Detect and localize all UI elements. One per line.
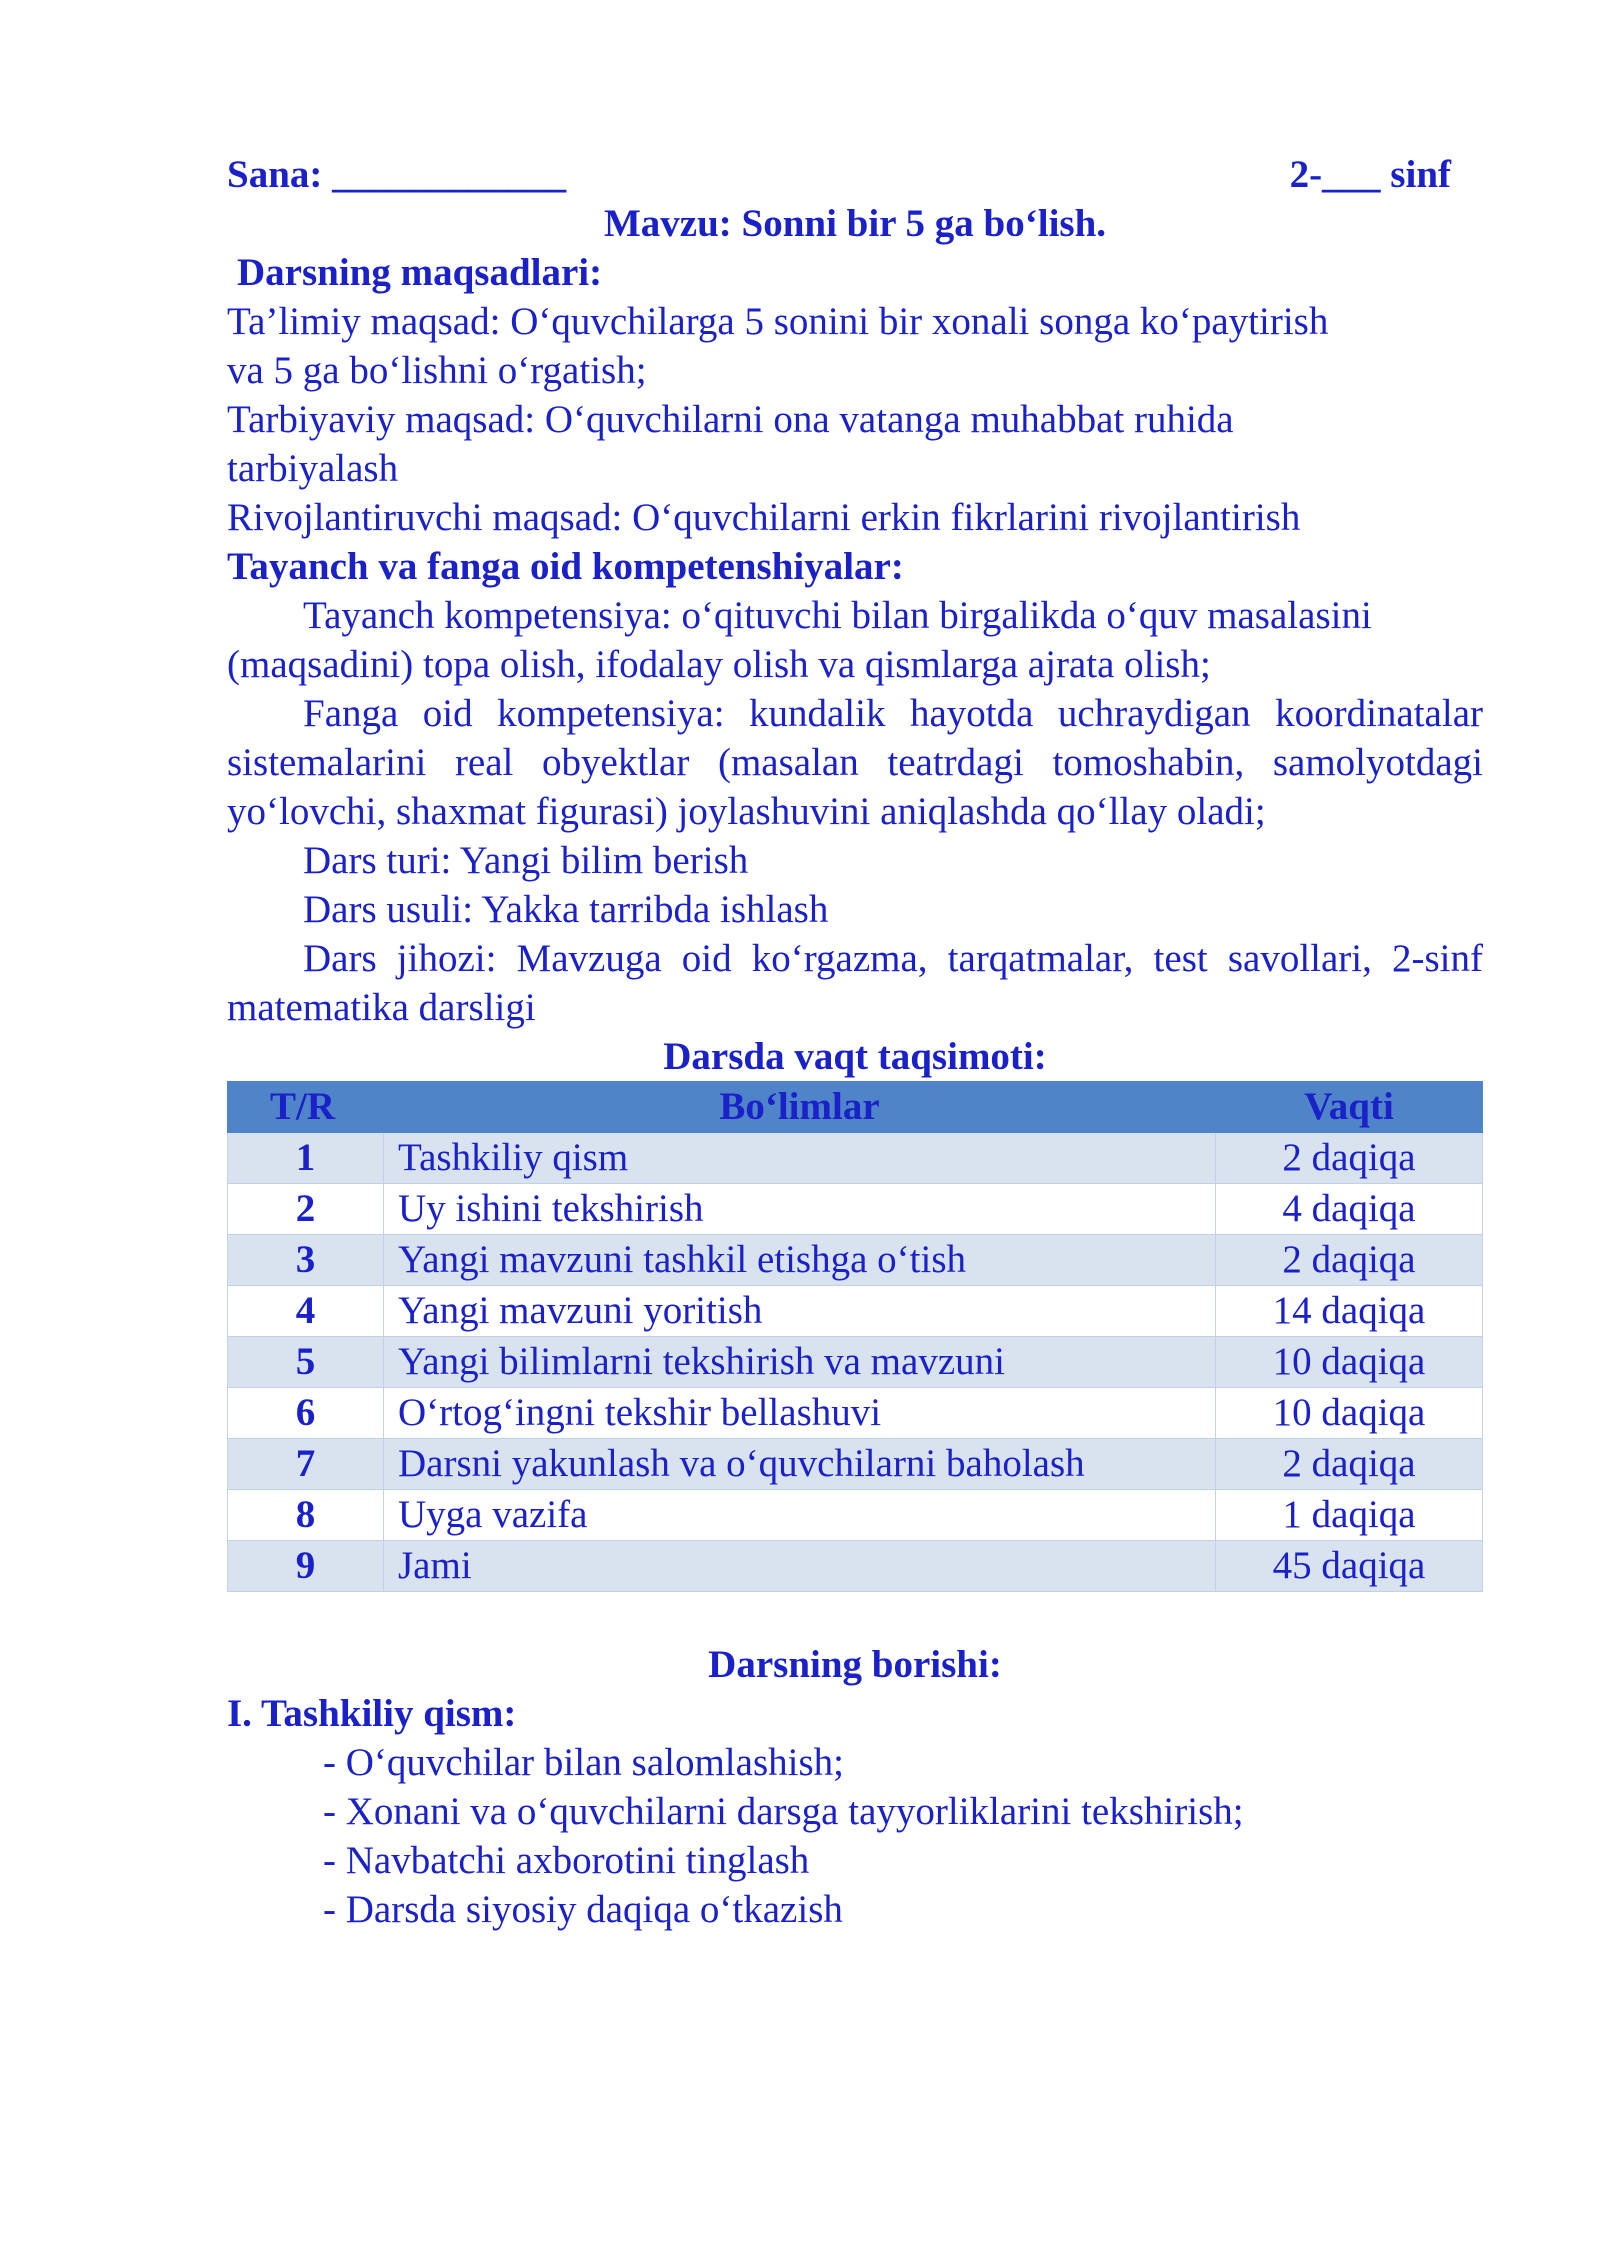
row-section: Uy ishini tekshirish: [384, 1184, 1216, 1235]
upbringing-goal-line1: Tarbiyaviy maqsad: O‘quvchilarni ona vatanga muhabbat ruhida: [227, 398, 1234, 441]
row-section: Uyga vazifa: [384, 1490, 1216, 1541]
row-number: 9: [228, 1541, 384, 1592]
row-section: Jami: [384, 1541, 1216, 1592]
developmental-goal: Rivojlantiruvchi maqsad: O‘quvchilarni erkin fikrlarini rivojlantirish: [227, 496, 1301, 539]
row-time: 45 daqiqa: [1216, 1541, 1483, 1592]
row-time: 2 daqiqa: [1216, 1235, 1483, 1286]
section1-title: I. Tashkiliy qism:: [227, 1692, 517, 1735]
goals-heading: Darsning maqsadlari:: [237, 251, 603, 294]
schedule-heading: Darsda vaqt taqsimoti:: [663, 1035, 1047, 1078]
row-section: Tashkiliy qism: [384, 1133, 1216, 1184]
list-item: - Darsda siyosiy daqiqa o‘tkazish: [323, 1888, 843, 1931]
schedule-table: [227, 1081, 1483, 1592]
table-row: [228, 1337, 1483, 1388]
upbringing-goal-line2: tarbiyalash: [227, 447, 399, 490]
table-row: [228, 1490, 1483, 1541]
table-row: [228, 1286, 1483, 1337]
header-line: [227, 150, 1483, 199]
row-section: Yangi mavzuni yoritish: [384, 1286, 1216, 1337]
table-row: [228, 1439, 1483, 1490]
column-header-time: Vaqti: [1216, 1082, 1483, 1133]
column-header-number: T/R: [228, 1082, 384, 1133]
row-time: 14 daqiqa: [1216, 1286, 1483, 1337]
date-label: Sana: ____________: [227, 153, 567, 196]
lesson-type: Dars turi: Yangi bilim berish: [303, 839, 749, 882]
lesson-plan-page: [227, 150, 1483, 1934]
table-row: [228, 1235, 1483, 1286]
row-section: Yangi bilimlarni tekshirish va mavzuni: [384, 1337, 1216, 1388]
section-spacer: [227, 1592, 1483, 1640]
core-competency: Tayanch kompetensiya: o‘qituvchi bilan birgalikda o‘quv masalasini (maqsadini) topa olish, ifodalay olish va qismlarga ajrata olish;: [227, 594, 1372, 686]
column-header-section: Bo‘limlar: [384, 1082, 1216, 1133]
topic-title: Mavzu: Sonni bir 5 ga bo‘lish.: [603, 202, 1107, 245]
row-time: 2 daqiqa: [1216, 1133, 1483, 1184]
row-section: O‘rtog‘ingni tekshir bellashuvi: [384, 1388, 1216, 1439]
lesson-equipment: Dars jihozi: Mavzuga oid ko‘rgazma, tarqatmalar, test savollari, 2-sinf matematika darsligi: [227, 937, 1483, 1029]
row-time: 2 daqiqa: [1216, 1439, 1483, 1490]
row-section: Yangi mavzuni tashkil etishga o‘tish: [384, 1235, 1216, 1286]
row-time: 1 daqiqa: [1216, 1490, 1483, 1541]
row-number: 3: [228, 1235, 384, 1286]
lesson-method: Dars usuli: Yakka tarribda ishlash: [303, 888, 829, 931]
progress-heading: Darsning borishi:: [708, 1643, 1002, 1686]
educational-goal-line1: Ta’limiy maqsad: O‘quvchilarga 5 sonini bir xonali songa ko‘paytirish: [227, 300, 1329, 343]
row-time: 4 daqiqa: [1216, 1184, 1483, 1235]
row-number: 7: [228, 1439, 384, 1490]
competencies-heading: Tayanch va fanga oid kompetenshiyalar:: [227, 545, 904, 588]
class-label: 2-___ sinf: [1289, 153, 1451, 196]
subject-competency: Fanga oid kompetensiya: kundalik hayotda uchraydigan koordinatalar sistemalarini real obyektlar (masalan teatrdagi tomoshabin, samolyotdagi yo‘lovchi, shaxmat figurasi) joylashuvini aniqlashda qo‘llay oladi;: [227, 692, 1483, 833]
row-number: 2: [228, 1184, 384, 1235]
table-row: [228, 1184, 1483, 1235]
list-item: - Navbatchi axborotini tinglash: [323, 1839, 810, 1882]
table-row: [228, 1541, 1483, 1592]
schedule-header-row: [228, 1082, 1483, 1133]
row-number: 8: [228, 1490, 384, 1541]
row-number: 1: [228, 1133, 384, 1184]
row-number: 6: [228, 1388, 384, 1439]
row-number: 4: [228, 1286, 384, 1337]
list-item: - O‘quvchilar bilan salomlashish;: [323, 1741, 844, 1784]
list-item: - Xonani va o‘quvchilarni darsga tayyorliklarini tekshirish;: [323, 1790, 1244, 1833]
row-time: 10 daqiqa: [1216, 1388, 1483, 1439]
row-time: 10 daqiqa: [1216, 1337, 1483, 1388]
table-row: [228, 1388, 1483, 1439]
educational-goal-line2: va 5 ga bo‘lishni o‘rgatish;: [227, 349, 647, 392]
table-row: [228, 1133, 1483, 1184]
row-section: Darsni yakunlash va o‘quvchilarni baholash: [384, 1439, 1216, 1490]
row-number: 5: [228, 1337, 384, 1388]
section1-list: [227, 1738, 1483, 1934]
